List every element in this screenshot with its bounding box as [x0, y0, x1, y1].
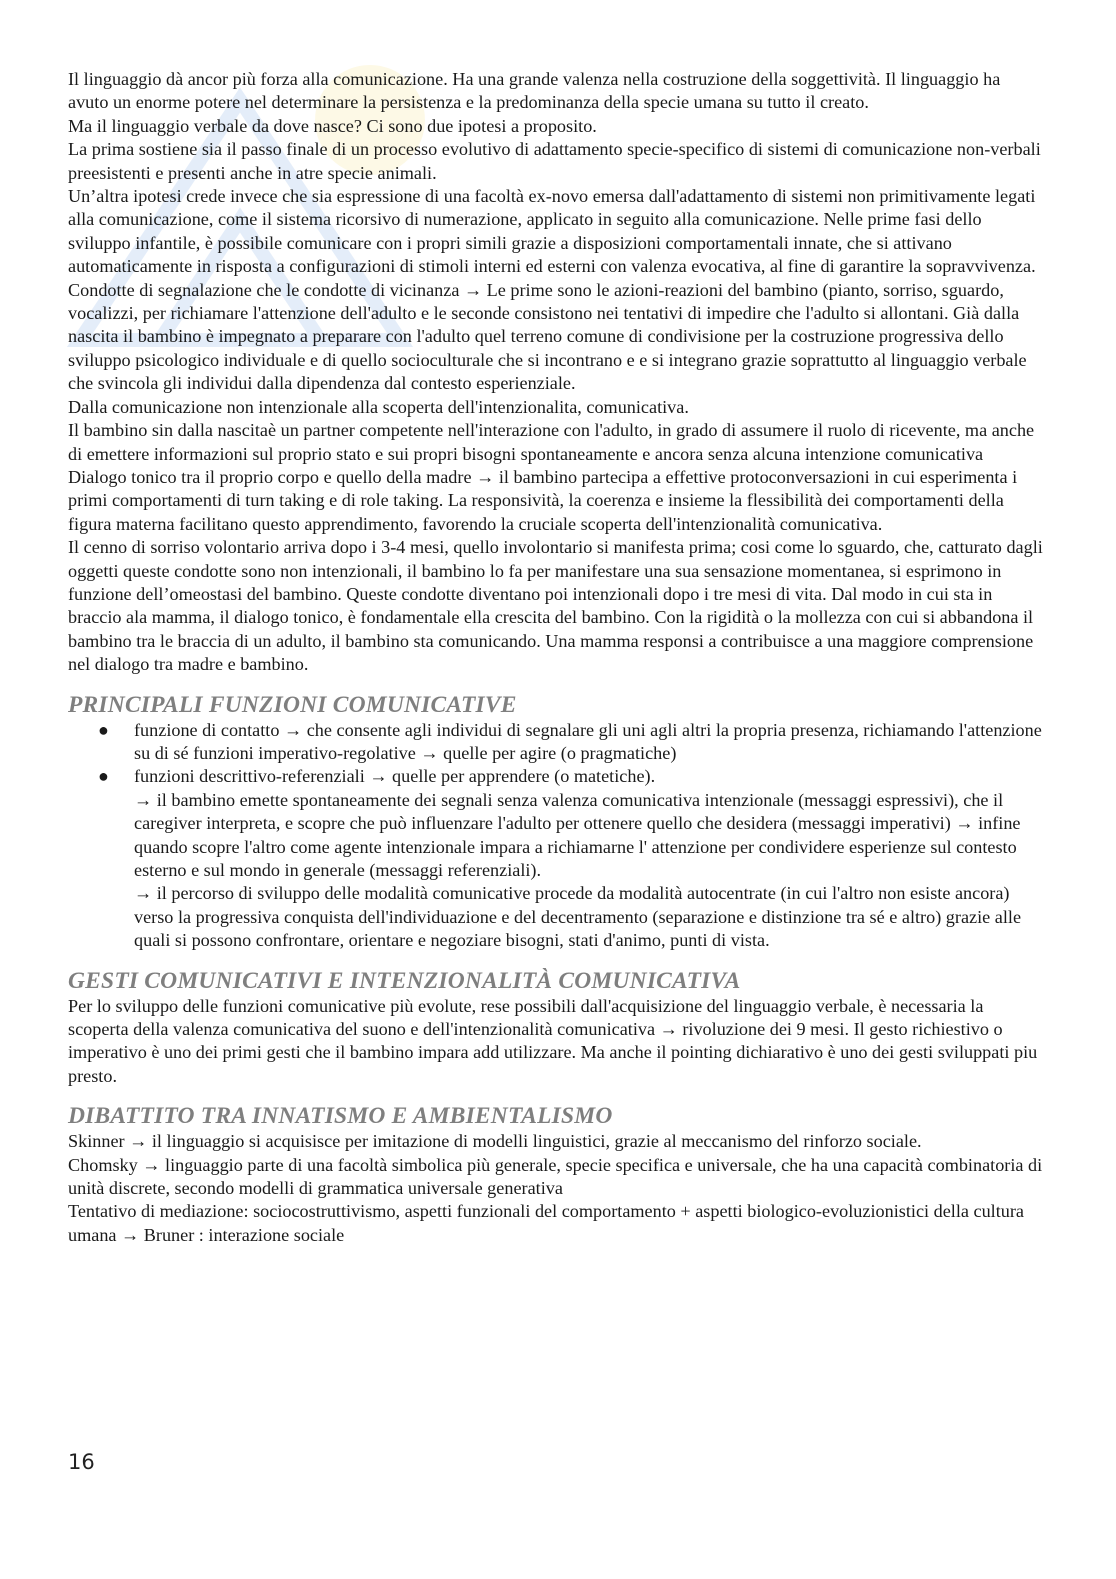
bullet-icon: ●	[98, 766, 109, 787]
paragraph: Il bambino sin dalla nascitaè un partner competente nell'interazione con l'adulto, in grado di assumere il ruolo di ricevente, ma anche di emettere informazioni sul proprio stato e sui propri bisogni spontaneamente e ancora senza alcuna intenzione comunicativa	[68, 420, 1035, 464]
list-continuation: → il bambino emette spontaneamente dei segnali senza valenza comunicativa intenzionale (messaggi espressivi), che il caregiver interpreta, e scopre che può influenzare l'adulto per ottenere quello che desidera (messaggi imperativi) → infine quando scopre l'altro come agente intenzionale impara a richiamarne l' attenzione per condividere esperienze sul contesto esterno e sul mondo in generale (messaggi referenziali).	[134, 789, 1021, 880]
list-item	[68, 765, 1043, 788]
paragraph: Il linguaggio dà ancor più forza alla comunicazione. Ha una grande valenza nella costruzione della soggettività. Il linguaggio ha avuto un enorme potere nel determinare la persistenza e la predominanza della specie umana su tutto il creato.	[68, 69, 1001, 113]
paragraph: Skinner → il linguaggio si acquisisce per imitazione di modelli linguistici, grazie al meccanismo del rinforzo sociale.	[68, 1131, 922, 1152]
paragraph: Chomsky → linguaggio parte di una facoltà simbolica più generale, specie specifica e universale, che ha una capacità combinatoria di unità discrete, secondo modelli di grammatica universale generativa	[68, 1154, 1043, 1199]
section-heading-gesti-comunicativi: GESTI COMUNICATIVI E INTENZIONALITÀ COMUNICATIVA	[68, 967, 741, 994]
page-number: 16	[68, 1450, 95, 1474]
paragraph: La prima sostiene sia il passo finale di un processo evolutivo di adattamento specie-specifico di sistemi di comunicazione non-verbali preesistenti e presenti anche in atre specie animali.	[68, 139, 1041, 183]
paragraph: Dialogo tonico tra il proprio corpo e quello della madre → il bambino partecipa a effettive protoconversazioni in cui esperimenta i primi comportamenti di turn taking e di role taking. La responsività, la coerenza e insieme la flessibilità dei comportamenti della figura materna facilitano questo apprendimento, favorendo la cruciale scoperta dell'intenzionalità comunicativa.	[68, 466, 1018, 534]
list-continuation: → il percorso di sviluppo delle modalità comunicative procede da modalità autocentrate (in cui l'altro non esiste ancora) verso la progressiva conquista dell'individuazione e del decentramento (separazione e distinzione tra sé e altro) grazie alle quali si possono confrontare, orientare e negoziare bisogni, stati d'animo, punti di vista.	[134, 883, 1022, 951]
functions-list	[68, 719, 1043, 789]
list-item-text: funzione di contatto → che consente agli individui di segnalare gli uni agli altri la propria presenza, richiamando l'attenzione su di sé funzioni imperativo-regolative → quelle per agire (o pragmatiche)	[134, 719, 1042, 763]
main-content	[68, 68, 1043, 1247]
paragraph: Dalla comunicazione non intenzionale alla scoperta dell'intenzionalita, comunicativa.	[68, 396, 689, 417]
section-heading-dibattito: DIBATTITO TRA INNATISMO E AMBIENTALISMO	[68, 1103, 613, 1130]
paragraph: Un’altra ipotesi crede invece che sia espressione di una facoltà ex-novo emersa dall'adattamento di sistemi non primitivamente legati alla comunicazione, come il sistema ricorsivo di numerazione, applicato in seguito alla comunicazione. Nelle prime fasi dello sviluppo infantile, è possibile comunicare con i propri simili grazie a disposizioni comportamentali innate, che si attivano automaticamente in risposta a configurazioni di stimoli interni ed esterni con valenza evocativa, al fine di garantire la sopravvivenza. Condotte di segnalazione che le condotte di vicinanza → Le prime sono le azioni-reazioni del bambino (pianto, sorriso, sguardo, vocalizzi, per richiamare l'attenzione dell'adulto e le seconde consistono nei tentativi di impedire che l'adulto si allontani. Già dalla nascita il bambino è impegnato a preparare con l'adulto quel terreno comune di condivisione per la costruzione progressiva dello sviluppo psicologico individuale e di quello socioculturale che si incontrano e e si integrano grazie soprattutto al linguaggio verbale che svincola gli individui dalla dipendenza dal contesto esperienziale.	[68, 186, 1036, 394]
paragraph: Il cenno di sorriso volontario arriva dopo i 3-4 mesi, quello involontario si manifesta prima; cosi come lo sguardo, che, catturato dagli oggetti queste condotte sono non intenzionali, il bambino lo fa per manifestare una sua sensazione momentanea, si esprimono in funzione dell’omeostasi del bambino. Queste condotte diventano poi intenzionali dopo i tre mesi di vita. Dal modo in cui sta in braccio ala mamma, il dialogo tonico, è fondamentale ella crescita del bambino. Con la rigidità o la mollezza con cui si abbandona il bambino tra le braccia di un adulto, il bambino sta comunicando. Una mamma responsi a contribuisce a una maggiore comprensione nel dialogo tra madre e bambino.	[68, 537, 1043, 675]
section-heading-principali-funzioni: PRINCIPALI FUNZIONI COMUNICATIVE	[68, 691, 517, 718]
paragraph: Per lo sviluppo delle funzioni comunicative più evolute, rese possibili dall'acquisizione del linguaggio verbale, è necessaria la scoperta della valenza comunicativa del suono e dell'intenzionalità comunicativa → rivoluzione dei 9 mesi. Il gesto richiestivo o imperativo è uno dei primi gesti che il bambino impara add utilizzare. Ma anche il pointing dichiarativo è uno dei gesti sviluppati piu presto.	[68, 995, 1038, 1086]
bullet-icon: ●	[98, 719, 109, 740]
list-item	[68, 719, 1043, 766]
paragraph: Tentativo di mediazione: sociocostruttivismo, aspetti funzionali del comportamento + aspetti biologico-evoluzionistici della cultura umana → Bruner : interazione sociale	[68, 1201, 1025, 1245]
list-item-text: funzioni descrittivo-referenziali → quelle per apprendere (o matetiche).	[134, 766, 656, 787]
paragraph: Ma il linguaggio verbale da dove nasce? Ci sono due ipotesi a proposito.	[68, 115, 597, 136]
